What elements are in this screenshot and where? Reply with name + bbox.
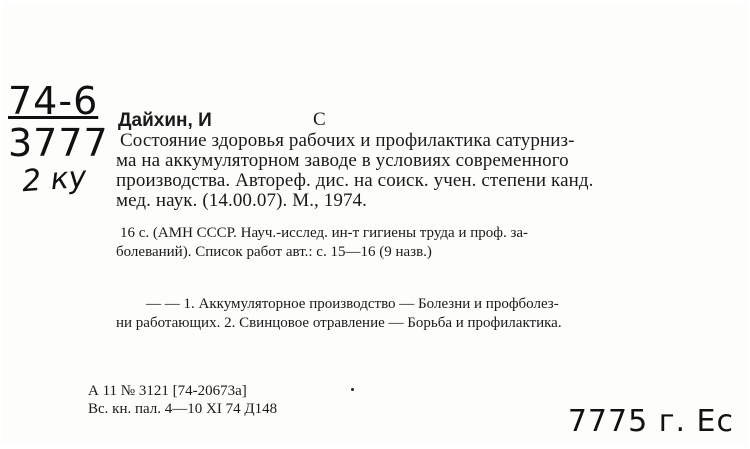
subjects-line-2: ни работающих. 2. Свинцовое отравление — Борьба и профилактика. <box>116 315 562 331</box>
speck-mark <box>351 388 354 391</box>
title-line-4: мед. наук. (14.00.07). М., 1974. <box>116 190 367 211</box>
subject-headings <box>116 295 712 333</box>
author-name: Дайхин, И <box>118 110 212 131</box>
title-line-3: производства. Автореф. дис. на соиск. учен. степени канд. <box>116 170 594 191</box>
collation-line-1: 16 с. (АМН СССР. Науч.-исслед. ин-т гигиены труда и проф. за- <box>120 225 529 241</box>
title-line-1: Состояние здоровья рабочих и профилактика сатурниз- <box>120 130 575 151</box>
handwritten-copies-note: 2 ку <box>20 159 88 200</box>
shelf-mark-top: 74-6 <box>8 79 99 123</box>
call-number-line-2: Вс. кн. пал. 4—10 XI 74 Д148 <box>88 401 278 417</box>
subjects-line-1: — — 1. Аккумуляторное производство — Болезни и профболез- <box>146 296 559 312</box>
handwritten-shelf-mark <box>8 79 109 165</box>
shelf-mark-bottom: 3777 <box>8 121 109 165</box>
handwritten-bottom-note: 7775 г. Ес <box>567 404 734 439</box>
catalog-card <box>2 2 748 445</box>
call-number-line-1: А 11 № 3121 [74-20673а] <box>88 383 247 399</box>
collation-line-2: болеваний). Список работ авт.: с. 15—16 (9 назв.) <box>116 244 432 260</box>
collation <box>116 224 712 262</box>
title-line-2: ма на аккумуляторном заводе в условиях современного <box>116 150 569 171</box>
author-suffix: С <box>313 109 326 130</box>
title-description <box>116 131 712 211</box>
